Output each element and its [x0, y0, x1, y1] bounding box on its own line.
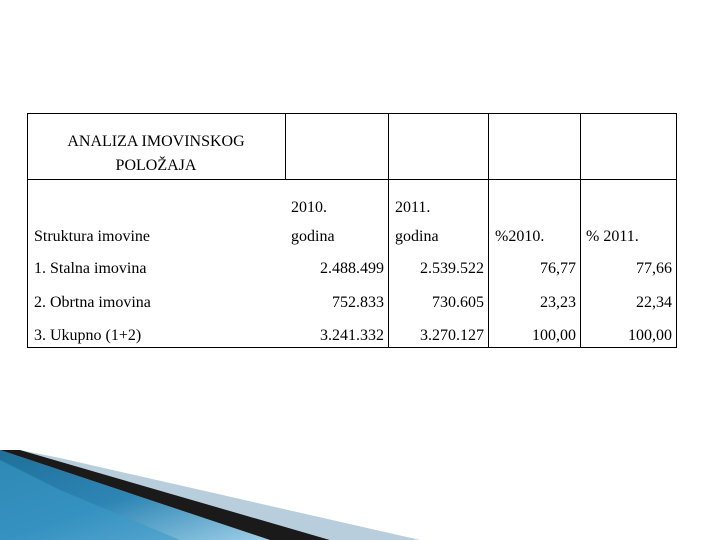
row-value-2011: 730.605 [432, 294, 484, 311]
header-2011-line2: godina [395, 228, 439, 245]
row-pct-2010: 23,23 [540, 294, 576, 311]
row-value-2011: 3.270.127 [420, 327, 484, 344]
header-2010-line2: godina [291, 228, 335, 245]
header-2010-line1: 2010. [291, 199, 327, 216]
row-pct-2010: 76,77 [540, 260, 576, 277]
row-value-2010: 752.833 [332, 294, 384, 311]
col-divider-3 [488, 113, 489, 348]
row-pct-2011: 77,66 [636, 260, 672, 277]
row-value-2010: 3.241.332 [320, 327, 384, 344]
row-pct-2010: 100,00 [532, 327, 576, 344]
header-2011-line1: 2011. [395, 199, 431, 216]
row-value-2011: 2.539.522 [420, 260, 484, 277]
row-pct-2011: 22,34 [636, 294, 672, 311]
col-divider-2 [388, 113, 389, 348]
table-border-right [676, 113, 677, 348]
header-pct-2011: % 2011. [586, 228, 639, 245]
decorative-swoosh [0, 450, 720, 540]
header-pct-2010: %2010. [495, 228, 545, 245]
table-title-line2: POLOŽAJA [115, 157, 197, 174]
row-label: 2. Obrtna imovina [34, 294, 151, 311]
row-label: 3. Ukupno (1+2) [34, 327, 142, 344]
row-value-2010: 2.488.499 [320, 260, 384, 277]
table-title-line1: ANALIZA IMOVINSKOG [67, 133, 245, 150]
col-divider-1 [285, 113, 286, 179]
table-title [27, 130, 285, 178]
struktura-left-edge [27, 179, 28, 348]
header-struktura: Struktura imovine [34, 228, 150, 245]
col-divider-4 [580, 113, 581, 348]
row-pct-2011: 100,00 [628, 327, 672, 344]
row-label: 1. Stalna imovina [34, 260, 147, 277]
